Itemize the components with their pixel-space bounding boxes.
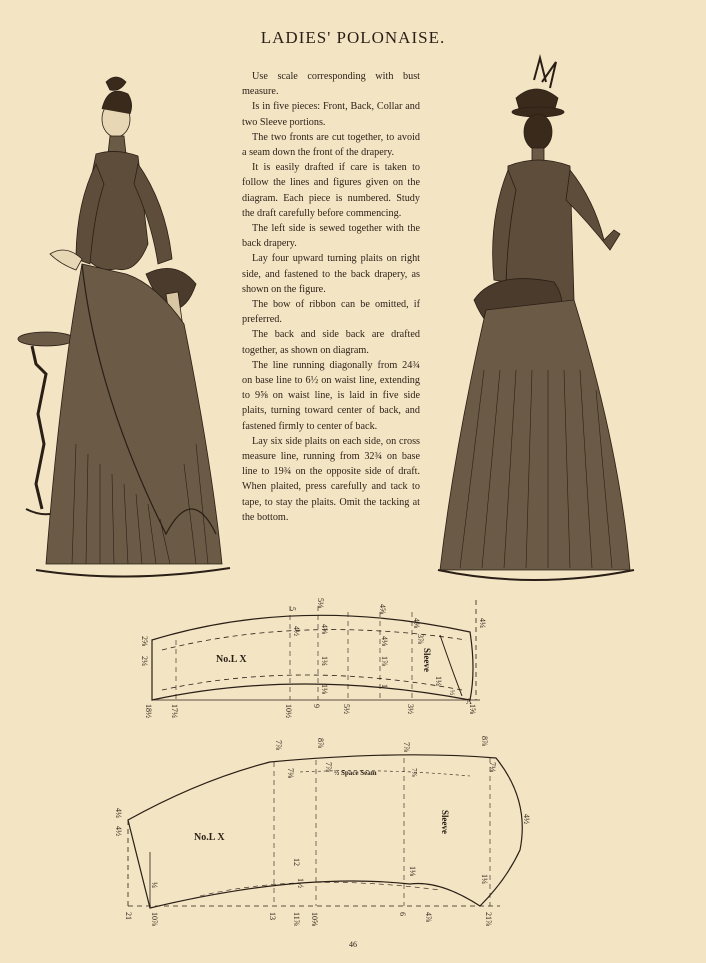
instruction-paragraph: Use scale corresponding with bust measure. — [242, 71, 420, 98]
page-title: LADIES' POLONAISE. — [260, 28, 446, 47]
inner-number: 1⅛ — [320, 684, 329, 694]
page-number: 46 — [349, 940, 357, 949]
instruction-paragraph: The left side is sewed together with the back drapery. — [242, 223, 420, 250]
inner-number: ½ — [448, 690, 456, 696]
inner-number: 7⅞ — [324, 762, 333, 772]
top-number: 8⅞ — [316, 738, 325, 748]
inner-number: 7⅜ — [286, 768, 295, 778]
sleeve-label: Sleeve — [422, 648, 432, 672]
inner-number: 1 — [380, 684, 389, 688]
top-number: 4⅝ — [378, 604, 387, 614]
inner-number: 7⅛ — [488, 762, 497, 772]
top-number: 7⅞ — [274, 740, 283, 750]
left-number: ¼ — [150, 882, 159, 888]
lower-draft — [128, 755, 522, 908]
inner-number: 1½ — [296, 878, 305, 888]
inner-number: 4⅝ — [320, 624, 329, 634]
instruction-paragraph: The back and side back are drafted together, as shown on diagram. — [242, 329, 420, 356]
left-number: 4½ — [114, 826, 123, 836]
inner-number: 12 — [292, 858, 301, 866]
left-number: 2⅝ — [140, 636, 149, 646]
top-number: 4¼ — [478, 618, 487, 628]
bottom-number: 5½ — [342, 704, 351, 714]
inner-number: 1¼ — [434, 676, 443, 686]
inner-number: 3⅞ — [416, 634, 425, 644]
inner-number: 4½ — [292, 626, 301, 636]
left-number: 17¼ — [170, 704, 179, 718]
inner-number: 1⅞ — [380, 656, 389, 666]
inner-number: 1¼ — [480, 874, 489, 884]
bottom-number: 4⅞ — [424, 912, 433, 922]
bottom-number: 21⅞ — [484, 912, 493, 926]
bottom-number: 21 — [124, 912, 133, 920]
bottom-number: 1⅝ — [468, 704, 477, 714]
bottom-number: 3½ — [406, 704, 415, 714]
piece-label: No.L X — [216, 654, 247, 665]
bottom-number: 10⅝ — [310, 912, 319, 926]
top-number: 5⅛ — [316, 598, 325, 608]
piece-label: No.L X — [194, 832, 225, 843]
instruction-paragraph: Lay four upward turning plaits on right side, and fastened to the back drapery, as shown on the figure. — [242, 253, 420, 295]
corner-label: A — [466, 697, 472, 706]
bottom-number: 13 — [268, 912, 277, 920]
inner-number: 4⅛ — [380, 636, 389, 646]
top-number: 8⅞ — [480, 736, 489, 746]
inner-number: 1¾ — [320, 656, 329, 666]
inner-number: 1⅛ — [408, 866, 417, 876]
top-number: 7⅞ — [402, 742, 411, 752]
instruction-paragraph: Lay six side plaits on each side, on cross measure line, running from 32¾ on base line to 19¾ on the opposite side of draft. When plaited, press carefully and tack to tape, to stay the plaits. Omit the tacking at the bottom. — [242, 435, 420, 523]
sleeve-label: Sleeve — [440, 810, 450, 834]
instruction-paragraph: The line running diagonally from 24¾ on base line to 6½ on waist line, extending to 9⅝ on waist line, is laid in five side plaits, turning toward center of back, and fastened firmly to center of back. — [242, 359, 420, 432]
instruction-paragraph: It is easily drafted if care is taken to follow the lines and figures given on the diagram. Each piece is numbered. Study the draft carefully before commencing. — [242, 162, 420, 219]
left-number: 2¼ — [140, 656, 149, 666]
bottom-number: 11⅞ — [292, 912, 301, 926]
lower-draft-labels — [114, 736, 531, 926]
left-number: 4¼ — [114, 808, 123, 818]
right-number: 4½ — [522, 814, 531, 824]
bottom-number: 6 — [398, 912, 407, 916]
bottom-number: 9 — [312, 704, 321, 708]
top-number: 4⅜ — [412, 618, 421, 628]
inner-number: 7⅞ — [410, 768, 418, 777]
instruction-paragraph: The two fronts are cut together, to avoid a seam down the front of the drapery. — [242, 131, 420, 159]
instruction-paragraph: Is in five pieces: Front, Back, Collar and two Sleeve portions. — [242, 101, 420, 128]
left-number: 18½ — [144, 704, 153, 718]
bottom-number: 10⅞ — [150, 912, 159, 926]
instruction-paragraph: The bow of ribbon can be omitted, if preferred. — [242, 299, 420, 326]
space-seam-label: ½ Space Seam — [334, 769, 377, 777]
bottom-number: 10½ — [284, 704, 293, 718]
top-number: 5 — [288, 607, 297, 611]
